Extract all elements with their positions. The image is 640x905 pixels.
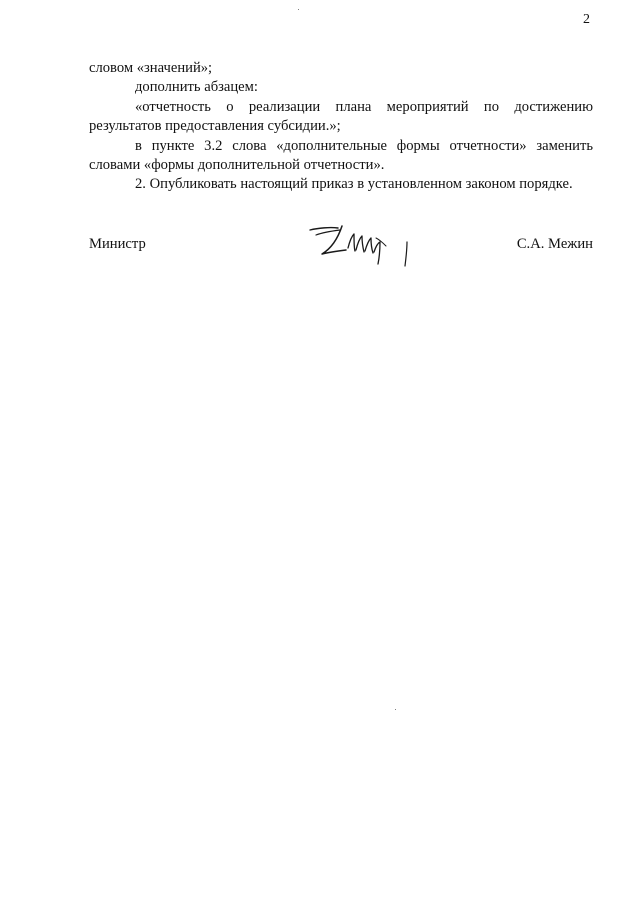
scan-speck xyxy=(395,709,396,710)
paragraph-amendment-intro: дополнить абзацем: xyxy=(135,79,258,96)
handwritten-signature-icon xyxy=(308,218,428,278)
document-body xyxy=(89,59,593,195)
paragraph-continuation: словом «значений»; xyxy=(89,60,213,76)
signatory-role: Министр xyxy=(89,236,146,252)
scan-speck xyxy=(298,9,299,10)
paragraph-point-3-2: в пункте 3.2 слова «дополнительные формы отчетности» заменить словами «формы дополнительной отчетности». xyxy=(89,137,593,174)
signatory-name: С.А. Межин xyxy=(516,236,593,252)
paragraph-amendment-text: «отчетность о реализации плана мероприятий по достижению результатов предоставления субсидии.»; xyxy=(89,98,593,135)
paragraph-publish-order: 2. Опубликовать настоящий приказ в установленном законом порядке. xyxy=(135,176,573,193)
signature-block xyxy=(89,236,593,286)
page-number: 2 xyxy=(583,12,590,27)
